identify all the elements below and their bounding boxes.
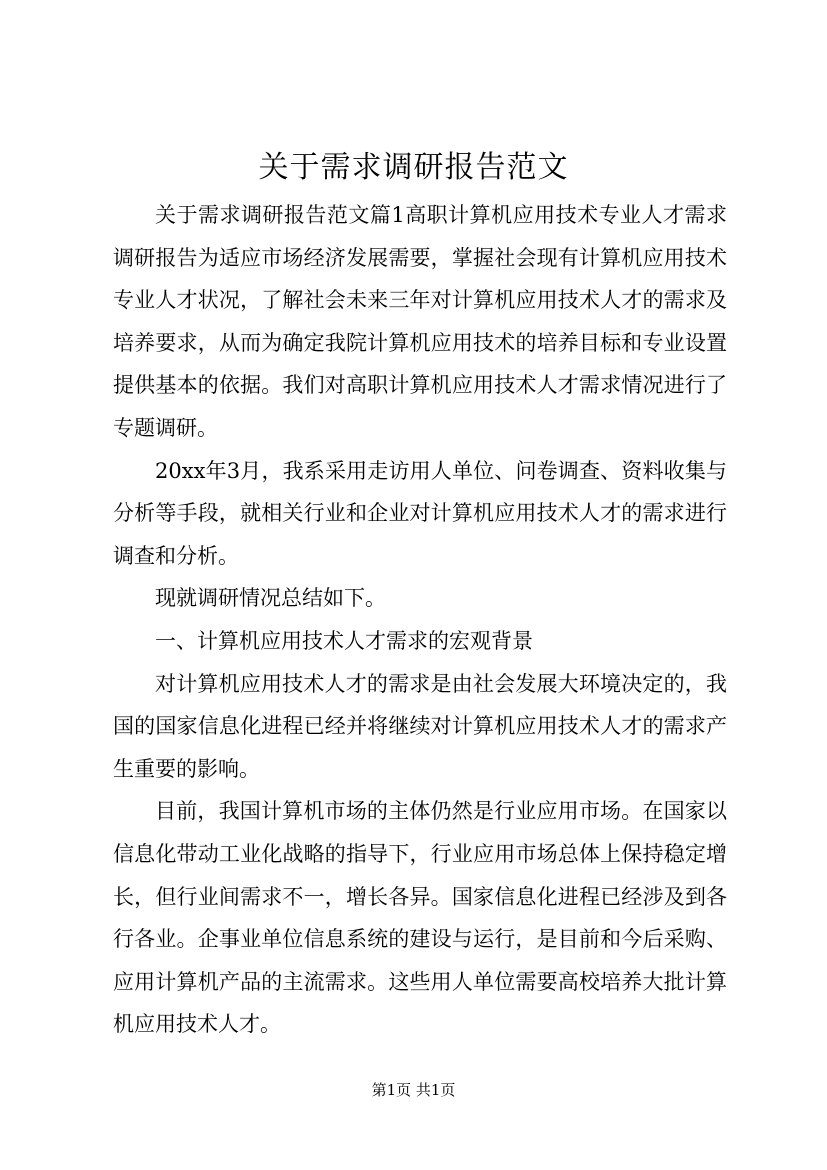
section-heading-macro-background: 一、计算机应用技术人才需求的宏观背景 — [155, 628, 533, 653]
paragraph-demand-environment: 对计算机应用技术人才的需求是由社会发展大环境决定的，我国的国家信息化进程已经并将继续对计算机应用技术人才的需求产生重要的影响。 — [113, 671, 727, 781]
page-footer: 第1页 共1页 — [371, 1081, 456, 1099]
document-body — [113, 194, 727, 1046]
paragraph-survey-method: 20xx年3月，我系采用走访用人单位、问卷调查、资料收集与分析等手段，就相关行业和企业对计算机应用技术人才的需求进行调查和分析。 — [113, 458, 727, 568]
paragraph-intro: 关于需求调研报告范文篇1高职计算机应用技术专业人才需求调研报告为适应市场经济发展需要，掌握社会现有计算机应用技术专业人才状况，了解社会未来三年对计算机应用技术人才的需求及培养要求，从而为确定我院计算机应用技术的培养目标和专业设置提供基本的依据。我们对高职计算机应用技术人才需求情况进行了专题调研。 — [113, 203, 727, 440]
document-title: 关于需求调研报告范文 — [258, 150, 569, 185]
paragraph-summary-lead: 现就调研情况总结如下。 — [155, 586, 386, 611]
paragraph-market-status: 目前，我国计算机市场的主体仍然是行业应用市场。在国家以信息化带动工业化战略的指导下，行业应用市场总体上保持稳定增长，但行业间需求不一，增长各异。国家信息化进程已经涉及到各行各业。企事业单位信息系统的建设与运行，是目前和今后采购、应用计算机产品的主流需求。这些用人单位需要高校培养大批计算机应用技术人才。 — [113, 799, 727, 1037]
